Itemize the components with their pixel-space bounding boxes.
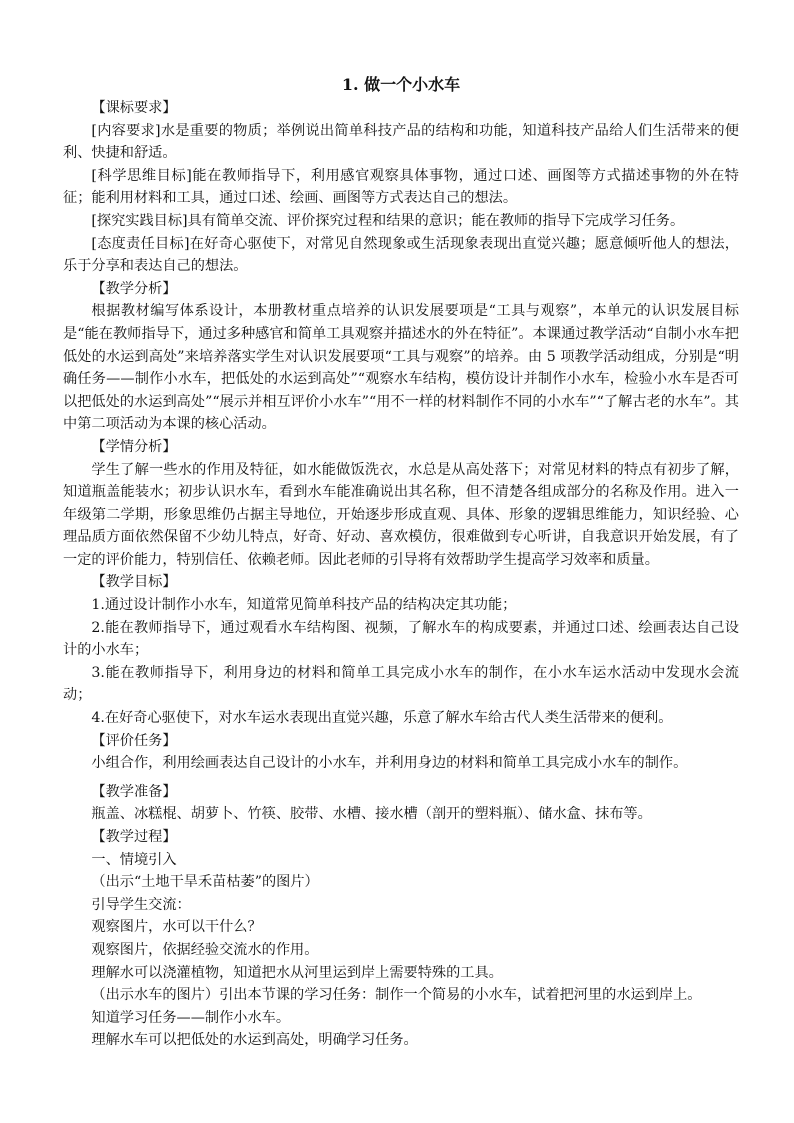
paragraph: 学生了解一些水的作用及特征，如水能做饭洗衣，水总是从高处落下；对常见材料的特点有初步了解，知道瓶盖能装水；初步认识水车，看到水车能准确说出其名称，但不清楚各组成部分的名称及作用。进入一年级第二学期，形象思维仍占据主导地位，开始逐步形成直观、具体、形象的逻辑思维能力，知识经验、心理品质方面依然保留不少幼儿特点，好奇、好动、喜欢模仿，很难做到专心听讲，自我意识开始发展，有了一定的评价能力，特别信任、依赖老师。因此老师的引导将有效帮助学生提高学习效率和质量。 bbox=[63, 461, 739, 568]
paragraph: 知道学习任务——制作小水车。 bbox=[91, 1009, 291, 1026]
paragraph: [探究实践目标]具有简单交流、评价探究过程和结果的意识；能在教师的指导下完成学习任务。 bbox=[91, 212, 685, 229]
paragraph: 瓶盖、冰糕棍、胡萝卜、竹筷、胶带、水槽、接水槽（剖开的塑料瓶）、储水盒、抹布等。 bbox=[91, 806, 652, 823]
paragraph: （出示“土地干旱禾苗枯萎”的图片） bbox=[91, 874, 319, 891]
paragraph: 3.能在教师指导下，利用身边的材料和简单工具完成小水车的制作，在小水车运水活动中发现水会流动； bbox=[63, 664, 739, 704]
section-heading: 【教学分析】 bbox=[91, 280, 177, 297]
paragraph: 观察图片，水可以干什么？ bbox=[91, 919, 262, 936]
section-heading: 【教学准备】 bbox=[91, 783, 177, 800]
paragraph: 1.通过设计制作小水车，知道常见简单科技产品的结构决定其功能； bbox=[91, 597, 517, 614]
paragraph: 4.在好奇心驱使下，对水车运水表现出直觉兴趣，乐意了解水车给古代人类生活带来的便利。 bbox=[91, 710, 673, 727]
section-heading: 【课标要求】 bbox=[91, 100, 177, 116]
document-body bbox=[63, 97, 739, 1052]
paragraph: 观察图片，依据经验交流水的作用。 bbox=[91, 941, 319, 958]
section-heading: 【学情分析】 bbox=[91, 438, 177, 455]
paragraph: 理解水可以浇灌植物，知道把水从河里运到岸上需要特殊的工具。 bbox=[91, 964, 503, 981]
document-title: 1. 做一个小水车 bbox=[341, 75, 461, 94]
section-heading: 【教学过程】 bbox=[91, 829, 177, 845]
paragraph: 引导学生交流： bbox=[91, 896, 191, 913]
paragraph: 一、情境引入 bbox=[91, 851, 177, 868]
paragraph: 根据教材编写体系设计，本册教材重点培养的认识发展要项是“工具与观察”，本单元的认识发展目标是“能在教师指导下，通过多种感官和简单工具观察并描述水的外在特征”。本课通过教学活动“自制小水车把低处的水运到高处”来培养落实学生对认识发展要项“工具与观察”的培养。由 5 项教学活动组成，分别是“明确任务——制作小水车，把低处的水运到高处”“观察水车结构，模仿设计并制作小水车，检验小水车是否可以把低处的水运到高处”“展示并相互评价小水车”“用不一样的材料制作不同的小水车”“了解古老的水车”。其中第二项活动为本课的核心活动。 bbox=[63, 303, 739, 433]
paragraph: [态度责任目标]在好奇心驱使下，对常见自然现象或生活现象表现出直觉兴趣；愿意倾听他人的想法，乐于分享和表达自己的想法。 bbox=[63, 235, 739, 275]
paragraph: 理解水车可以把低处的水运到高处，明确学习任务。 bbox=[91, 1032, 418, 1049]
paragraph: [科学思维目标]能在教师指导下，利用感官观察具体事物，通过口述、画图等方式描述事物的外在特征；能利用材料和工具，通过口述、绘画、画图等方式表达自己的想法。 bbox=[63, 167, 739, 207]
paragraph: [内容要求]水是重要的物质；举例说出简单科技产品的结构和功能，知道科技产品给人们生活带来的便利、快捷和舒适。 bbox=[63, 122, 739, 162]
section-heading: 【评价任务】 bbox=[91, 732, 177, 749]
paragraph: （出示水车的图片）引出本节课的学习任务：制作一个简易的小水车，试着把河里的水运到岸上。 bbox=[91, 987, 702, 1004]
paragraph: 2.能在教师指导下，通过观看水车结构图、视频，了解水车的构成要素，并通过口述、绘画表达自己设计的小水车； bbox=[63, 619, 739, 659]
paragraph: 小组合作，利用绘画表达自己设计的小水车，并利用身边的材料和简单工具完成小水车的制作。 bbox=[91, 755, 688, 772]
section-heading: 【教学目标】 bbox=[91, 574, 177, 591]
